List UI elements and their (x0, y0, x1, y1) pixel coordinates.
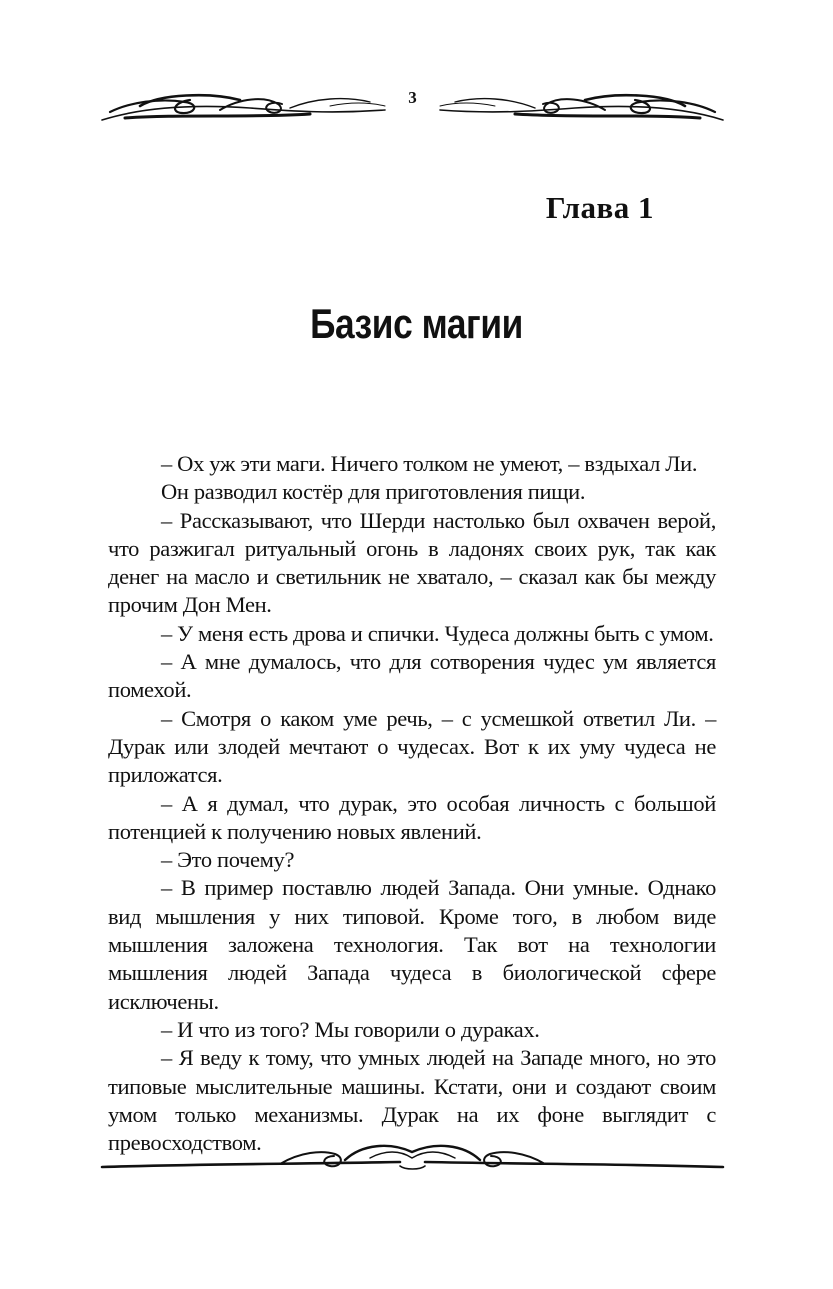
body-text (108, 450, 716, 1157)
footer-ornament (100, 1134, 725, 1184)
page-footer (100, 1134, 725, 1184)
paragraph: – А я думал, что дурак, это особая личность с большой потенцией к получению новых явлений. (108, 790, 716, 844)
paragraph: – В пример поставлю людей Запада. Они умные. Однако вид мышления у них типовой. Кроме того, в любом виде мышления заложена технология. Так вот на технологии мышления людей Запада чудеса в биологической сфере исключены. (108, 875, 716, 1014)
chapter-title: Базис магии (310, 300, 523, 347)
chapter-heading: Глава 1 (545, 190, 654, 225)
paragraph: – Это почему? (161, 847, 295, 873)
paragraph: – Смотря о каком уме речь, – с усмешкой ответил Ли. – Дурак или злодей мечтают о чудесах. Вот к их уму чудеса не приложатся. (108, 705, 716, 788)
page-header (100, 84, 725, 134)
paragraph: – Ох уж эти маги. Ничего толком не умеют, – вздыхал Ли. (161, 451, 698, 476)
paragraph: – Я веду к тому, что умных людей на Западе много, но это типовые мыслительные машины. Кстати, они и создают своим умом только механизмы. Дурак на их фоне выглядит с превосходством. (108, 1045, 716, 1156)
paragraph: – У меня есть дрова и спички. Чудеса должны быть с умом. (161, 620, 714, 646)
page-number: 3 (408, 88, 417, 107)
paragraph: Он разводил костёр для приготовления пищи. (161, 479, 586, 505)
paragraph: – А мне думалось, что для сотворения чудес ум является помехой. (108, 649, 716, 703)
paragraph: – И что из того? Мы говорили о дураках. (161, 1016, 540, 1042)
paragraph: – Рассказывают, что Шерди настолько был охвачен верой, что разжигал ритуальный огонь в ладонях своих рук, так как денег на масло и светильник не хватало, – сказал как бы между прочим Дон Мен. (108, 507, 716, 618)
